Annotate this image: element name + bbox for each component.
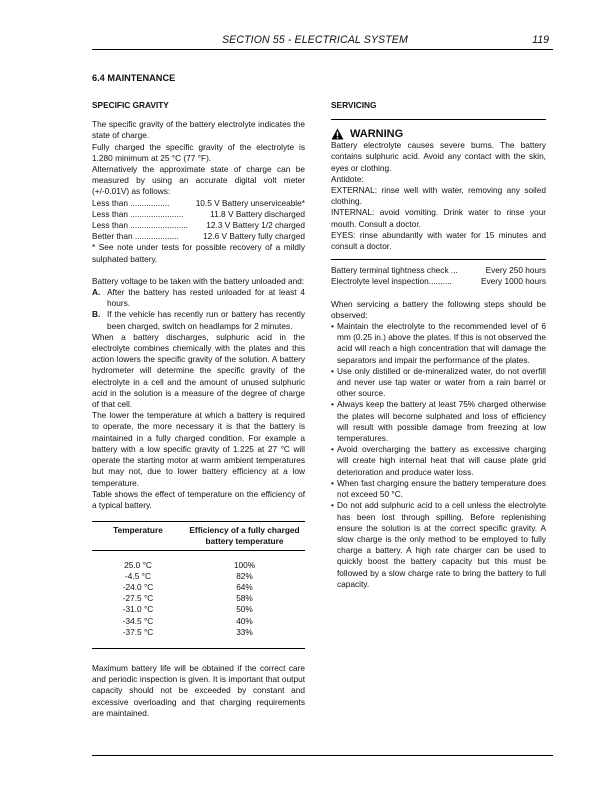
internal-instruction: INTERNAL: avoid vomiting. Drink water to rinse your mouth. Consult a doctor.	[331, 207, 546, 229]
column-header: Temperature	[92, 522, 184, 550]
table-row	[92, 593, 305, 604]
table-cell: -34.5 °C	[122, 615, 154, 626]
temperature-paragraph: The lower the temperature at which a battery is required to operate, the more necessary it is that the battery is maintained in a fully charged condition. For example a battery with a low specific gravity of 1.225 at 27 °C will operate the starting motor at warm ambient temperatures but may not, due to lower battery efficiency at a low temperature.	[92, 410, 305, 488]
table-row	[92, 616, 305, 627]
table-cell: 100%	[233, 559, 256, 570]
bullet-icon: •	[331, 321, 334, 332]
voltage-row	[92, 198, 305, 209]
voltage-label: Better than ...................	[92, 231, 179, 242]
check-label: Battery terminal tightness check ...	[331, 265, 458, 276]
external-instruction: EXTERNAL: rinse well with water, removing any soiled clothing.	[331, 185, 546, 207]
voltage-label: Less than .......................	[92, 208, 184, 219]
bullet-icon: •	[331, 500, 334, 511]
check-interval: Every 1000 hours	[480, 276, 546, 287]
list-item	[92, 287, 305, 309]
voltage-list	[92, 198, 305, 243]
table-cell: 82%	[236, 570, 253, 581]
voltage-taken-paragraph: Battery voltage to be taken with the battery unloaded and:	[92, 275, 305, 286]
bullet-icon: •	[331, 444, 334, 455]
right-column	[331, 100, 546, 590]
table-cell: -31.0 °C	[122, 604, 154, 615]
check-row	[331, 276, 546, 287]
list-label: A.	[92, 287, 101, 298]
table-row	[92, 627, 305, 649]
list-text: If the vehicle has recently run or battery has recently been charged, switch on headlamps for 2 minutes.	[107, 309, 305, 331]
list-item	[331, 444, 546, 478]
bullet-text: Use only distilled or de-mineralized water, do not overfill and never use tap water or water from a rain barrel or other source.	[337, 365, 546, 399]
check-label: Electrolyte level inspection..........	[331, 276, 452, 287]
battery-life-paragraph: Maximum battery life will be obtained if the correct care and periodic inspection is given. It is important that output capacity should not be exceeded by constant and excessive overloading and that charging requirements are maintained.	[92, 662, 305, 718]
bullet-icon: •	[331, 477, 334, 488]
voltage-row	[92, 231, 305, 242]
intro-paragraph: The specific gravity of the battery electrolyte indicates the state of charge.	[92, 119, 305, 141]
warning-icon	[331, 128, 344, 140]
table-row	[92, 582, 305, 593]
table-cell: 64%	[236, 581, 253, 592]
divider	[331, 259, 546, 260]
servicing-intro: When servicing a battery the following steps should be observed:	[331, 298, 546, 320]
table-cell: 33%	[236, 626, 253, 637]
table-cell: 40%	[236, 615, 253, 626]
voltage-value: 12.6 V Battery fully charged	[203, 231, 305, 242]
fully-charged-paragraph: Fully charged the specific gravity of the electrolyte is 1.280 minimum at 25 °C (77 °F).	[92, 141, 305, 163]
sulphated-note: * See note under tests for possible recovery of a mildly sulphated battery.	[92, 242, 305, 264]
eyes-instruction: EYES: rinse abundantly with water for 15 minutes and consult a doctor.	[331, 229, 546, 252]
page-number: 119	[532, 34, 549, 46]
table-cell: -24.0 °C	[122, 581, 154, 592]
voltage-row	[92, 220, 305, 231]
voltage-row	[92, 209, 305, 220]
list-item	[331, 399, 546, 444]
bullet-text: Always keep the battery at least 75% charged otherwise the plates will become sulphated and loss of efficiency will result with possible damage from freezing at low temperatures.	[337, 399, 546, 444]
list-item	[331, 500, 546, 590]
warning-title: WARNING	[350, 127, 404, 140]
bullet-text: Avoid overcharging the battery as excessive charging will create high internal heat that will cause plate grid deterioration and produce water loss.	[337, 444, 546, 477]
left-column	[92, 100, 305, 719]
specific-gravity-heading: SPECIFIC GRAVITY	[92, 100, 169, 110]
bullet-text: Maintain the electrolyte to the recommended level of 6 mm (0.25 in.) above the plates. If this is not observed the acid will reach a high concentration that will damage the separators and impair the performance of the plates.	[337, 321, 546, 365]
warning-heading	[331, 119, 546, 140]
list-item	[92, 309, 305, 331]
column-header: Efficiency of a fully charged battery temperature	[184, 522, 305, 550]
table-cell: -37.5 °C	[122, 626, 154, 637]
voltage-label: Less than .........................	[92, 220, 188, 231]
table-cell: 58%	[236, 593, 253, 604]
header-title: SECTION 55 - ELECTRICAL SYSTEM	[222, 34, 408, 46]
list-text: After the battery has rested unloaded for at least 4 hours.	[107, 287, 305, 309]
warning-text: Battery electrolyte causes severe burns. The battery contains sulphuric acid. Avoid any contact with the skin, eyes or clothing.	[331, 140, 546, 173]
section-title: 6.4 MAINTENANCE	[92, 73, 176, 83]
check-row	[331, 265, 546, 276]
table-cell: -4.5 °C	[125, 570, 151, 581]
servicing-heading: SERVICING	[331, 100, 377, 110]
bullet-text: When fast charging ensure the battery temperature does not exceed 50 °C.	[337, 477, 546, 500]
bullet-icon: •	[331, 399, 334, 410]
table-row	[92, 571, 305, 582]
table-row	[92, 550, 305, 571]
check-interval: Every 250 hours	[485, 265, 546, 276]
table-cell: 50%	[236, 604, 253, 615]
discharge-paragraph: When a battery discharges, sulphuric acid in the electrolyte combines chemically with the plates and this action lowers the specific gravity of the solution. A battery hydrometer will determine the specific gravity of the electrolyte in a cell and the amount of unused sulphuric acid in the solution is a measure of the degree of charge of that cell.	[92, 331, 305, 410]
list-item	[331, 478, 546, 500]
bullet-icon: •	[331, 365, 334, 376]
bullet-text: Do not add sulphuric acid to a cell unless the electrolyte has been lost through spilling. Before replenishing ensure the solution is at the correct specific gravity. A slow charge is the only method to be employed to fully charge a battery. A high rate charger can be used to quickly boost the battery capacity but this must be followed by a slow charge rate to bring the battery to full capacity.	[337, 500, 546, 589]
table-header-row	[92, 522, 305, 550]
voltage-value: 11.8 V Battery discharged	[210, 208, 305, 219]
voltage-value: 12.3 V Battery 1/2 charged	[206, 220, 305, 231]
table-intro: Table shows the effect of temperature on the efficiency of a typical battery.	[92, 488, 305, 510]
list-item	[331, 321, 546, 366]
list-item	[331, 366, 546, 400]
table-cell: 25.0 °C	[124, 559, 152, 570]
footer-rule	[92, 755, 553, 756]
efficiency-table	[92, 521, 305, 649]
list-label: B.	[92, 309, 101, 320]
page-header	[92, 35, 553, 50]
voltmeter-paragraph: Alternatively the approximate state of charge can be measured by using an accurate digital volt meter (+/-0.01V) as follows:	[92, 164, 305, 197]
table-row	[92, 604, 305, 615]
voltage-label: Less than .................	[92, 197, 170, 208]
voltage-value: 10.5 V Battery unserviceable*	[195, 197, 305, 208]
antidote-label: Antidote:	[331, 173, 364, 184]
table-cell: -27.5 °C	[122, 593, 154, 604]
